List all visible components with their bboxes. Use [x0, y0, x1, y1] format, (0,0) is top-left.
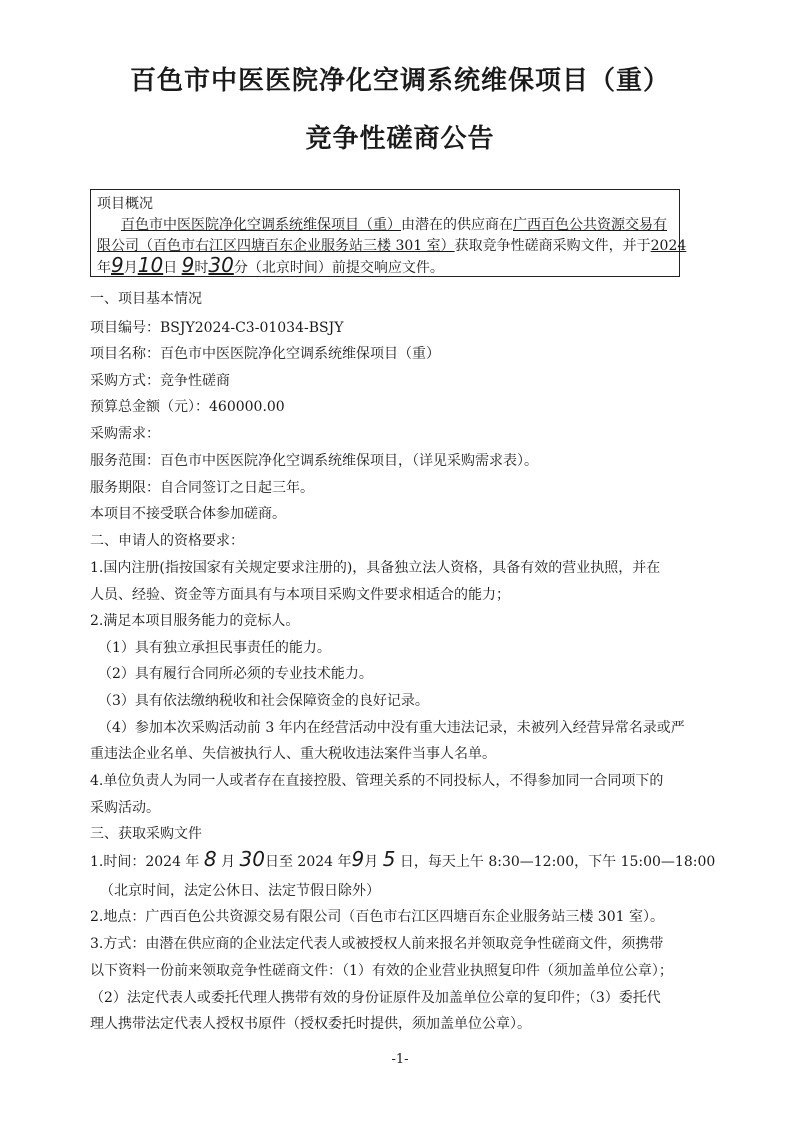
qualification-2-4: （4）参加本次采购活动前 3 年内在经营活动中没有重大违法记录，未被列入经营异常名录或严 [98, 720, 685, 736]
qualification-2-2: （2）具有履行合同所必须的专业技术能力。 [98, 666, 373, 682]
overview-box [90, 189, 687, 277]
qualification-2-4-cont: 重违法企业名单、失信被执行人、重大税收违法案件当事人名单。 [90, 746, 496, 762]
service-scope: 服务范围：百色市中医医院净化空调系统维保项目，（详见采购需求表）。 [90, 453, 538, 469]
time-text: 日，每天上午 8:30—12:00，下午 15:00—18:00 [399, 854, 716, 870]
procurement-method: 采购方式：竞争性磋商 [90, 373, 230, 389]
time-text: 月 [364, 854, 379, 870]
handwritten-end-month: 9 [351, 847, 365, 871]
handwritten-month: 9 [111, 253, 124, 277]
handwritten-day: 10 [137, 253, 164, 277]
overview-line-3 [97, 253, 444, 277]
acquire-time [90, 847, 715, 871]
section-heading-1: 一、项目基本情况 [90, 291, 202, 307]
overview-text: 时 [194, 260, 209, 276]
overview-text: 获取竞争性磋商采购文件，并于 [454, 238, 651, 254]
page-number: -1- [391, 1052, 409, 1067]
doc-title-line2: 竞争性磋商公告 [305, 124, 495, 154]
section-heading-3: 三、获取采购文件 [90, 826, 202, 842]
section-heading-2: 二、申请人的资格要求： [90, 533, 244, 549]
time-text: 日至 2024 年 [264, 854, 352, 870]
acquire-time-note: （北京时间，法定公休日、法定节假日除外） [100, 883, 380, 899]
acquire-method-cont-2: （2）法定代表人或委托代理人携带有效的身份证原件及加盖单位公章的复印件；（3）委托代 [90, 990, 661, 1006]
overview-text: 分（北京时间）前提交响应文件。 [233, 260, 444, 276]
overview-project-name: 百色市中医医院净化空调系统维保项目（重） [121, 217, 401, 233]
time-text: 月 [221, 854, 236, 870]
time-text: 1.时间：2024 年 [90, 854, 200, 870]
overview-label: 项目概况 [97, 196, 153, 212]
acquire-method-cont-1: 以下资料一份前来领取竞争性磋商文件：（1）有效的企业营业执照复印件（须加盖单位公章）； [90, 963, 673, 979]
qualification-2-1: （1）具有独立承担民事责任的能力。 [98, 640, 331, 656]
overview-text: 日 [163, 260, 178, 276]
qualification-1-cont: 人员、经验、资金等方面具有与本项目采购文件要求相适合的能力； [90, 587, 510, 603]
overview-agency: 广西百色公共资源交易有 [513, 217, 667, 233]
handwritten-end-day: 5 [382, 847, 396, 871]
handwritten-start-month: 8 [203, 847, 217, 871]
overview-text: 年 [97, 260, 111, 276]
acquire-method: 3.方式：由潜在供应商的企业法定代表人或被授权人前来报名并领取竞争性磋商文件，须携带 [90, 936, 664, 952]
project-name: 项目名称：百色市中医医院净化空调系统维保项目（重） [90, 346, 440, 362]
overview-text: 由潜在的供应商在 [401, 217, 513, 233]
overview-line-1 [121, 214, 667, 234]
overview-text: 月 [123, 260, 138, 276]
overview-line-2 [97, 235, 686, 255]
overview-year: 2024 [650, 238, 687, 254]
overview-address: 限公司（百色市右江区四塘百东企业服务站三楼 301 室） [97, 238, 455, 254]
qualification-2: 2.满足本项目服务能力的竞标人。 [90, 613, 300, 629]
budget-amount: 预算总金额（元）：460000.00 [90, 399, 285, 415]
service-period: 服务期限：自合同签订之日起三年。 [90, 480, 314, 496]
qualification-1: 1.国内注册(指按国家有关规定要求注册的)，具备独立法人资格，具备有效的营业执照，并在 [90, 560, 661, 576]
qualification-2-3: （3）具有依法缴纳税收和社会保障资金的良好记录。 [98, 693, 429, 709]
handwritten-minute: 30 [208, 253, 234, 277]
doc-title-line1: 百色市中医医院净化空调系统维保项目（重） [129, 66, 670, 96]
handwritten-hour: 9 [181, 253, 195, 277]
consortium-note: 本项目不接受联合体参加磋商。 [90, 506, 286, 522]
acquire-location: 2.地点：广西百色公共资源交易有限公司（百色市右江区四塘百东企业服务站三楼 301 室）。 [90, 909, 664, 925]
acquire-method-cont-3: 理人携带法定代表人授权书原件（授权委托时提供，须加盖单位公章）。 [90, 1016, 531, 1032]
handwritten-start-day: 30 [239, 847, 265, 871]
project-code: 项目编号：BSJY2024-C3-01034-BSJY [90, 320, 344, 336]
requirement-label: 采购需求： [90, 426, 160, 442]
qualification-4: 4.单位负责人为同一人或者存在直接控股、管理关系的不同投标人，不得参加同一合同项下的 [90, 773, 664, 789]
qualification-4-cont: 采购活动。 [90, 800, 160, 816]
